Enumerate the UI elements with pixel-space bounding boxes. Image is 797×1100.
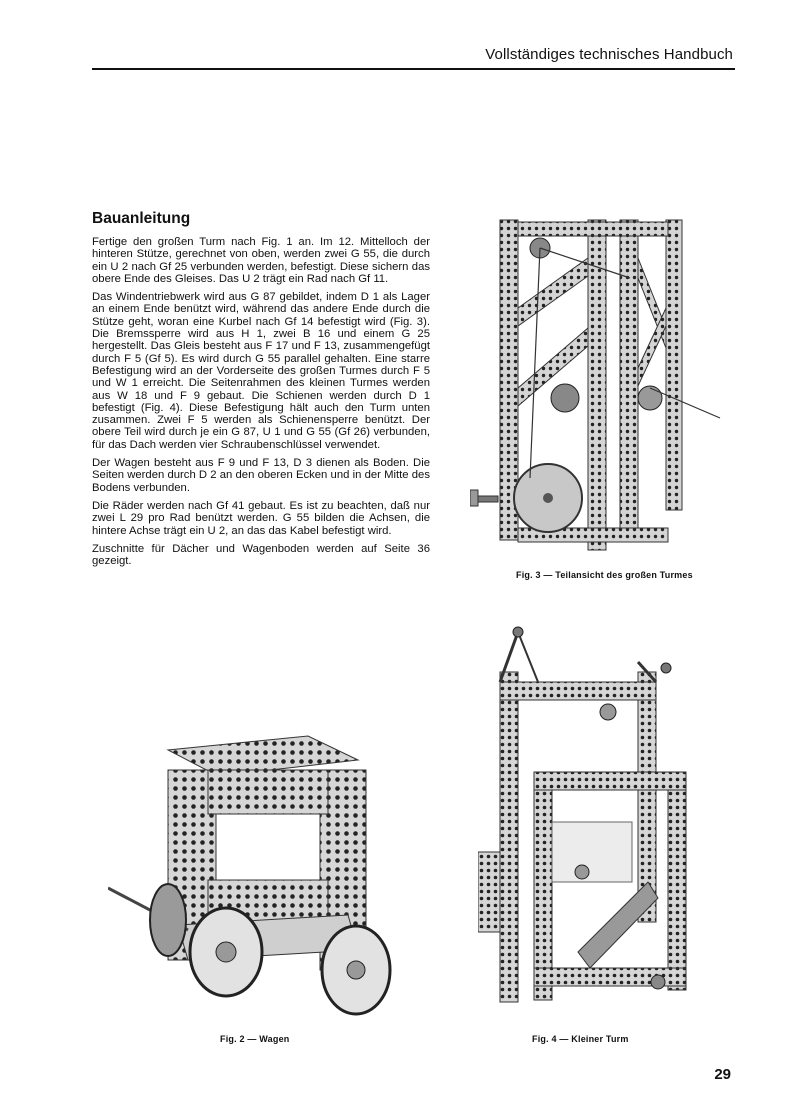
paragraph: Das Windentriebwerk wird aus G 87 gebildet, indem D 1 als Lager an einem Ende benützt wird, während das andere Ende durch die Stütze geht, woran eine Kurbel nach Gf 14 befestigt wird (Fig. 3). Die Bremssperre wird aus H 1, zwei B 16 und einem G 25 hergestellt. Das Gleis besteht aus F 17 und F 13, zusammengefügt durch F 5 (Gf 5). Es wird durch G 55 parallel gehalten. Eine starre Befestigung wird an der Vorderseite des großen Turmes durch F 5 und W 1 erreicht. Die Seitenrahmen des kleinen Turmes werden aus W 18 und F 9 gebaut. Die Schienen werden durch D 1 befestigt (Fig. 4). Diese Befestigung hält auch den Turm unten zusammen. Zwei F 5 werden als Schienensperre benützt. Der obere Teil wird durch je ein G 87, U 1 und G 55 (Gf 26) verbunden, für das Dach werden vier Schraubenschlüssel verwendet.: [92, 291, 430, 451]
section-title: Bauanleitung: [92, 210, 191, 227]
figure-small-tower: [478, 622, 700, 1010]
header-rule: [92, 68, 735, 70]
body-text: [92, 236, 430, 573]
figure-caption: Fig. 3 — Teilansicht des großen Turmes: [516, 570, 693, 580]
figure-caption: Fig. 2 — Wagen: [220, 1034, 290, 1044]
figure-caption: Fig. 4 — Kleiner Turm: [532, 1034, 629, 1044]
paragraph: Die Räder werden nach Gf 41 gebaut. Es ist zu beachten, daß nur zwei L 29 pro Rad benützt werden. G 55 bilden die Achsen, die hintere Achse trägt ein U 2, an das das Kabel befestigt wird.: [92, 499, 430, 537]
running-header: Vollständiges technisches Handbuch: [485, 46, 733, 63]
paragraph: Zuschnitte für Dächer und Wagenboden werden auf Seite 36 gezeigt.: [92, 542, 430, 568]
figure-tower-partial-view: [470, 218, 732, 560]
small-tower-photo-illustration: [478, 622, 700, 1010]
tower-photo-illustration: [470, 218, 732, 560]
wagon-photo-illustration: [108, 730, 404, 1020]
figure-wagon: [108, 730, 404, 1020]
paragraph: Fertige den großen Turm nach Fig. 1 an. Im 12. Mittelloch der hinteren Stütze, gerechnet von oben, werden zwei G 55, die durch ein U 2 nach Gf 25 verbunden werden, befestigt. Diese sichern das obere Ende des Gleises. Das U 2 trägt ein Rad nach Gf 11.: [92, 236, 430, 285]
paragraph: Der Wagen besteht aus F 9 und F 13, D 3 dienen als Boden. Die Seiten werden durch D 2 an den oberen Ecken und in der Mitte des Bodens verbunden.: [92, 457, 430, 494]
page-number: 29: [714, 1066, 731, 1083]
